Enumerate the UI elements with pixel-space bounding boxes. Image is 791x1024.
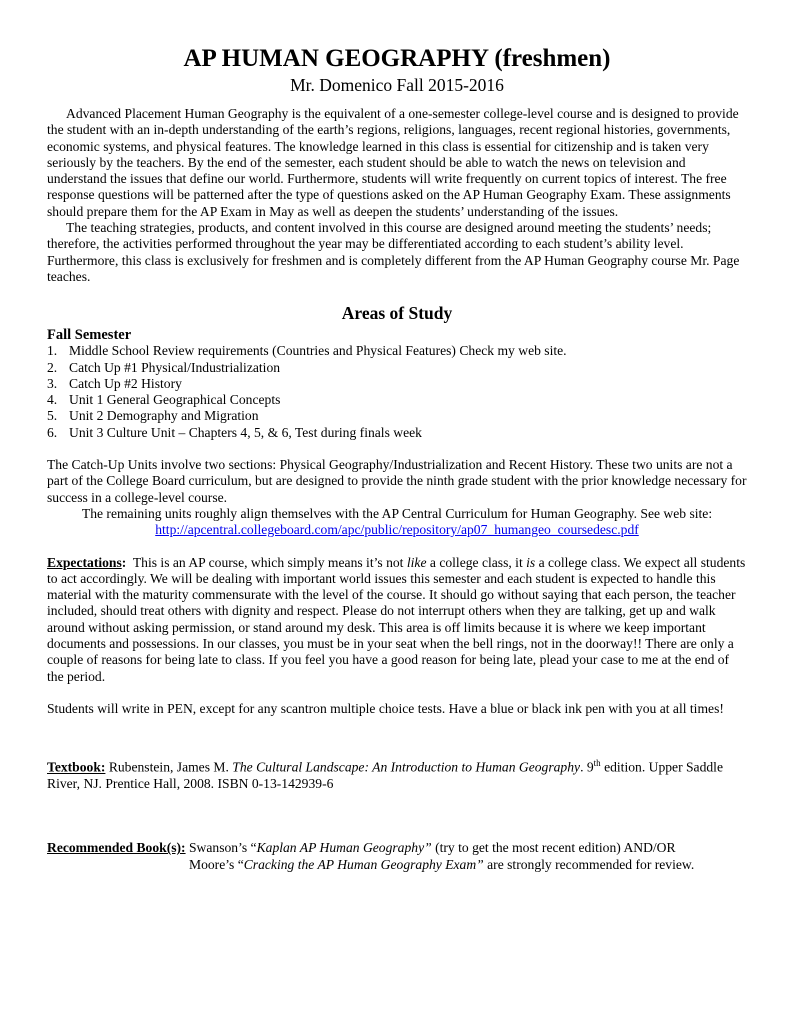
- remaining-units-paragraph: The remaining units roughly align themselves with the AP Central Curriculum for Human Geography. See web site:: [81, 505, 713, 521]
- list-text: Middle School Review requirements (Countries and Physical Features) Check my web site.: [69, 343, 567, 359]
- list-text: Unit 2 Demography and Migration: [69, 408, 259, 424]
- textbook-paragraph: [47, 755, 747, 792]
- list-item: [47, 425, 747, 441]
- list-number: 3.: [47, 375, 58, 391]
- page-title: AP HUMAN GEOGRAPHY (freshmen): [183, 45, 611, 72]
- rec-text: (try to get the most recent edition) AND/OR: [431, 840, 676, 856]
- cracking-title: Cracking the AP Human Geography Exam”: [243, 856, 484, 872]
- textbook-label: Textbook:: [47, 759, 106, 775]
- fall-semester-heading: Fall Semester: [47, 327, 132, 344]
- expectations-paragraph: [47, 555, 747, 685]
- expectations-text: a college class, it: [426, 554, 527, 570]
- list-item: [47, 360, 747, 376]
- list-text: Catch Up #2 History: [69, 375, 182, 391]
- rec-text: Swanson’s “: [188, 840, 257, 856]
- list-text: Unit 3 Culture Unit – Chapters 4, 5, & 6, Test during finals week: [69, 424, 422, 440]
- intro-paragraph-2: The teaching strategies, products, and content involved in this course are designed around meeting the students’ needs; therefore, the activities performed throughout the year may be differentiated according to each student’s ability level. Furthermore, this class is exclusively for freshmen and is completely different from the AP Human Geography course Mr. Page teaches.: [47, 220, 740, 284]
- list-number: 4.: [47, 392, 58, 408]
- list-item: [47, 392, 747, 408]
- list-number: 6.: [47, 424, 58, 440]
- kaplan-title: Kaplan AP Human Geography”: [256, 840, 432, 856]
- list-item: [47, 376, 747, 392]
- list-text: Unit 1 General Geographical Concepts: [69, 392, 281, 408]
- edition-superscript: th: [593, 758, 601, 769]
- list-number: 5.: [47, 408, 58, 424]
- emphasis-is: is: [526, 554, 536, 570]
- ap-central-link[interactable]: http://apcentral.collegeboard.com/apc/public/repository/ap07_humangeo_coursedesc.pdf: [155, 522, 639, 538]
- recommended-line-2: [189, 857, 747, 873]
- emphasis-like: like: [406, 554, 427, 570]
- page-subtitle: Mr. Domenico Fall 2015-2016: [290, 75, 504, 95]
- rec-text: Moore’s “: [188, 856, 244, 872]
- textbook-title: The Cultural Landscape: An Introduction to Human Geography: [232, 759, 581, 775]
- document-page: [47, 45, 747, 873]
- textbook-text: . 9: [580, 759, 594, 775]
- expectations-text: This is an AP course, which simply means it’s not: [126, 554, 407, 570]
- expectations-text: a college class. We expect all students to act accordingly. We will be dealing with important world issues this semester and each student is expected to handle this material with the maturity commensurate with the level of the course. It should go without saying that each person, the teacher included, should treat others with dignity and respect. Please do not interrupt others when they are talking, get up and walk around without asking permission, or stand around my desk. This area is off limits because it is where we keep important documents and possessions. In our classes, you must be in your seat when the bell rings, not in the doorway!! There are only a couple of reasons for being late to class. If you feel you have a good reason for being late, plead your case to me at the end of the period.: [47, 554, 746, 684]
- recommended-label: Recommended Book(s):: [47, 840, 186, 856]
- list-item: [47, 408, 747, 424]
- pen-note: Students will write in PEN, except for any scantron multiple choice tests. Have a blue or black ink pen with you at all times!: [47, 700, 724, 716]
- areas-of-study-heading: Areas of Study: [341, 303, 453, 324]
- expectations-label: Expectations: [47, 554, 122, 570]
- textbook-text: edition. Upper Saddle River, NJ. Prentice Hall, 2008. ISBN 0-13-142939-6: [47, 759, 723, 792]
- list-item: [47, 343, 747, 359]
- catchup-paragraph: The Catch-Up Units involve two sections: Physical Geography/Industrialization and Recent History. These two units are not a part of the College Board curriculum, but are designed to provide the ninth grade student with the prior knowledge necessary for success in a college-level course.: [47, 457, 747, 505]
- list-number: 1.: [47, 343, 58, 359]
- rec-text: are strongly recommended for review.: [483, 856, 695, 872]
- textbook-author: Rubenstein, James M.: [105, 759, 233, 775]
- list-text: Catch Up #1 Physical/Industrialization: [69, 359, 281, 375]
- intro-paragraph-1: Advanced Placement Human Geography is the equivalent of a one-semester college-level course and is designed to provide the student with an in-depth understanding of the earth’s regions, religions, languages, recent regional histories, governments, economic systems, and physical features. The knowledge learned in this class is essential for citizenship and is taken very seriously by the teachers. By the end of the semester, each student should be able to watch the news on television and understand the issues that define our world. Furthermore, students will write frequently on current topics of interest. The free response questions will be patterned after the type of questions asked on the AP Human Geography Exam. These assignments should prepare them for the AP Exam in May as well as deepen the students’ understanding of the issues.: [47, 106, 739, 219]
- recommended-books: [47, 840, 747, 873]
- units-list: [47, 343, 747, 441]
- recommended-line-1: [189, 840, 747, 856]
- expectations-colon: :: [121, 554, 127, 570]
- list-number: 2.: [47, 359, 58, 375]
